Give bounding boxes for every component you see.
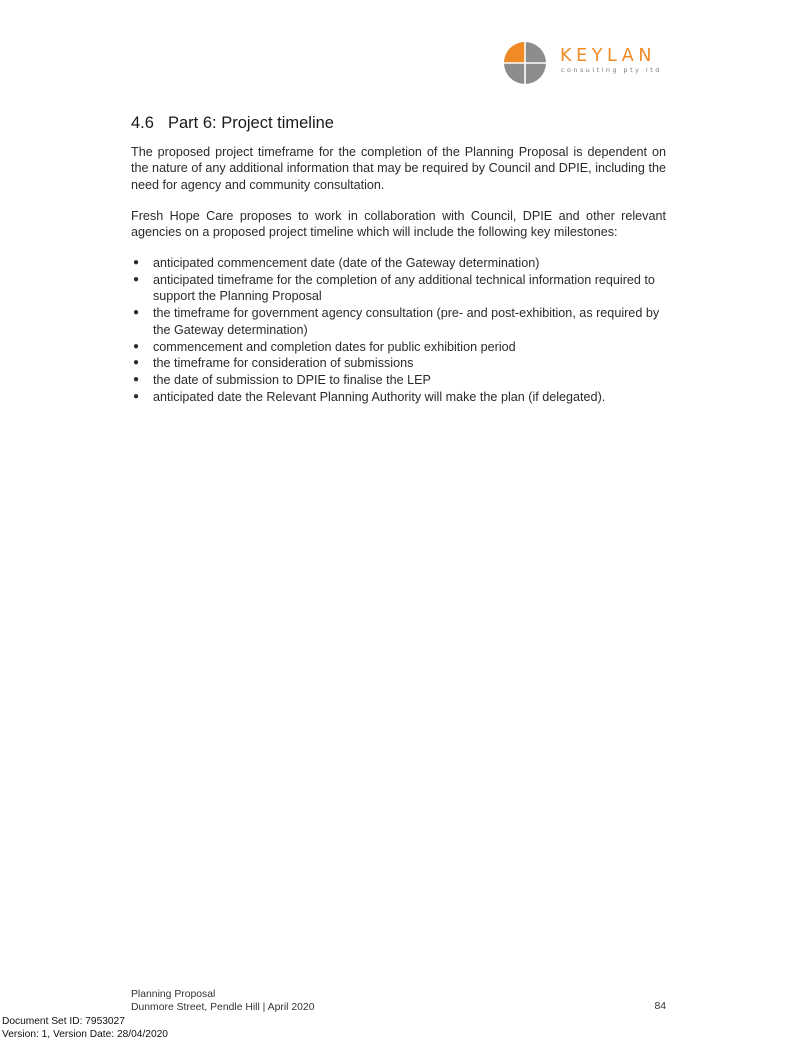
footer-document-title: Planning Proposal — [131, 989, 216, 1000]
list-item — [131, 255, 666, 271]
intro-paragraph: The proposed project timeframe for the completion of the Planning Proposal is dependent on the nature of any additional information that may be required by Council and DPIE, including the need for agency and community consultation. — [131, 145, 666, 192]
bullet-icon: ● — [133, 391, 140, 403]
list-item — [131, 305, 666, 338]
bullet-icon: ● — [133, 257, 140, 268]
bullet-icon: ● — [133, 307, 140, 319]
bullet-icon: ● — [133, 374, 140, 386]
page-number: 84 — [654, 1001, 666, 1012]
footer-location-date: Dunmore Street, Pendle Hill | April 2020 — [131, 1002, 315, 1014]
milestone-text: anticipated commencement date (date of the Gateway determination) — [153, 256, 540, 270]
section-number: 4.6 — [131, 114, 154, 132]
bullet-icon: ● — [133, 340, 140, 352]
collaboration-paragraph: Fresh Hope Care proposes to work in collaboration with Council, DPIE and other relevant agencies on a proposed project timeline which will include the following key milestones: — [131, 209, 666, 240]
document-set-id: Document Set ID: 7953027 — [2, 1016, 125, 1027]
milestone-text: the date of submission to DPIE to finalise the LEP — [153, 373, 431, 388]
list-item — [131, 355, 666, 371]
section-title: Part 6: Project timeline — [168, 114, 334, 132]
milestone-text: anticipated date the Relevant Planning Authority will make the plan (if delegated). — [153, 390, 606, 405]
keylan-crosshair-logo-icon — [503, 41, 547, 85]
bullet-icon: ● — [133, 357, 140, 369]
list-item — [131, 372, 666, 388]
section-heading — [131, 114, 334, 133]
milestone-text: commencement and completion dates for public exhibition period — [153, 339, 516, 354]
list-item — [131, 272, 666, 305]
milestone-text: anticipated timeframe for the completion of any additional technical information required to support the Planning Proposal — [153, 272, 655, 304]
milestone-text: the timeframe for consideration of submissions — [153, 356, 414, 371]
page-footer — [131, 988, 314, 1015]
bullet-icon: ● — [133, 273, 140, 285]
milestone-list — [131, 255, 666, 406]
list-item — [131, 389, 666, 405]
document-version: Version: 1, Version Date: 28/04/2020 — [2, 1029, 168, 1040]
keylan-logo — [503, 41, 663, 87]
logo-company-name: KEYLAN — [560, 46, 657, 66]
logo-tagline: consulting pty ltd — [561, 66, 662, 74]
document-stamp — [2, 1015, 168, 1041]
milestone-text: the timeframe for government agency consultation (pre- and post-exhibition, as required by the Gateway determination) — [153, 306, 660, 337]
list-item — [131, 339, 666, 355]
